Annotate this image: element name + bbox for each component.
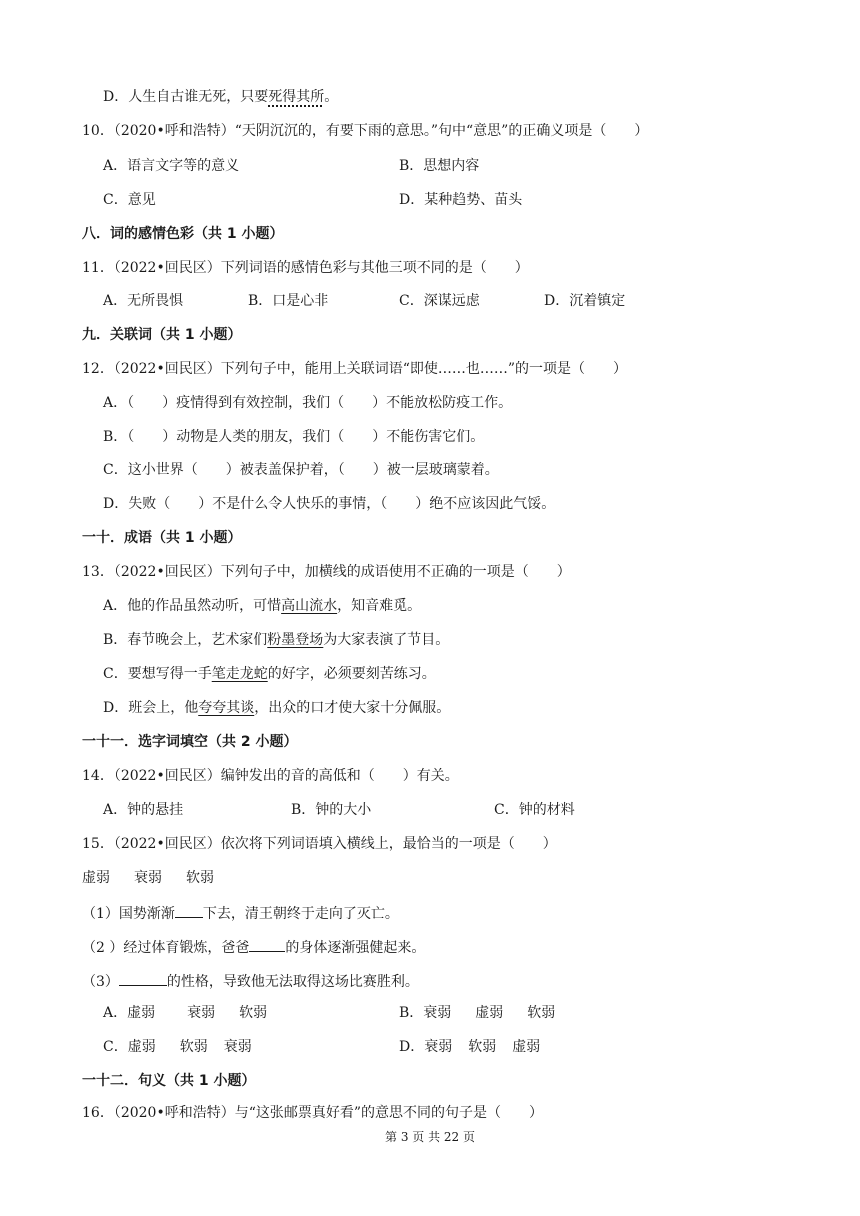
question-stem: 13．（2022•回民区）下列句子中，加横线的成语使用不正确的一项是（ ） (82, 564, 571, 580)
underlined-idiom: 夸夸其谈 (198, 700, 255, 716)
question-stem: 10．（2020•呼和浩特）“天阴沉沉的，有要下雨的意思。”句中“意思”的正确义项是（ ） (82, 123, 649, 139)
page-footer: 第 3 页 共 22 页 (385, 1130, 475, 1144)
question-stem: 15．（2022•回民区）依次将下列词语填入横线上，最恰当的一项是（ ） (82, 836, 557, 852)
option-d: D．衰弱 软弱 虚弱 (399, 1039, 541, 1055)
section-heading: 一十．成语（共 1 小题） (82, 530, 242, 546)
question-stem: 14．（2022•回民区）编钟发出的音的高低和（ ）有关。 (82, 768, 459, 784)
option-c: C．虚弱 软弱 衰弱 (103, 1039, 252, 1055)
underlined-idiom: 高山流水 (281, 598, 338, 614)
option-a: A．他的作品虽然动听，可惜高山流水，知音难觅。 (103, 598, 422, 614)
option-d: D．人生自古谁无死，只要死得其所。 (103, 89, 339, 105)
word-list: 虚弱 衰弱 软弱 (82, 870, 214, 886)
blank-line (119, 971, 167, 986)
option-c: C．要想写得一手笔走龙蛇的好字，必须要刻苦练习。 (103, 666, 436, 682)
blank-line (249, 937, 285, 952)
option-b: B．衰弱 虚弱 软弱 (399, 1005, 556, 1021)
section-heading: 一十一．选字词填空（共 2 小题） (82, 734, 298, 750)
option-c: C．意见 (103, 192, 156, 208)
dotted-phrase: 死得其所 (268, 89, 325, 105)
fill-sentence-2: （2 ）经过体育锻炼，爸爸 的身体逐渐强健起来。 (82, 937, 425, 957)
option-a: A．无所畏惧 (103, 293, 184, 309)
option-b: B．钟的大小 (291, 802, 372, 818)
option-a: A．虚弱 衰弱 软弱 (103, 1005, 268, 1021)
option-b: B．（ ）动物是人类的朋友，我们（ ）不能伤害它们。 (103, 429, 485, 445)
section-heading: 八．词的感情色彩（共 1 小题） (82, 226, 284, 242)
option-d: D．失败（ ）不是什么令人快乐的事情，（ ）绝不应该因此气馁。 (103, 496, 556, 512)
underlined-idiom: 粉墨登场 (267, 632, 324, 648)
question-stem: 16．（2020•呼和浩特）与“这张邮票真好看”的意思不同的句子是（ ） (82, 1105, 544, 1121)
section-heading: 一十二．句义（共 1 小题） (82, 1073, 256, 1089)
option-a: A．钟的悬挂 (103, 802, 184, 818)
option-a: A．语言文字等的意义 (103, 158, 240, 174)
question-stem: 12．（2022•回民区）下列句子中，能用上关联词语“即使……也……”的一项是（ ） (82, 361, 628, 377)
option-d: D．某种趋势、苗头 (399, 192, 523, 208)
question-stem: 11．（2022•回民区）下列词语的感情色彩与其他三项不同的是（ ） (82, 260, 529, 276)
option-c: C．钟的材料 (494, 802, 575, 818)
option-b: B．思想内容 (399, 158, 480, 174)
option-d: D．沉着镇定 (544, 293, 626, 309)
fill-sentence-1: （1）国势渐渐 下去，清王朝终于走向了灭亡。 (82, 903, 399, 923)
option-c: C．深谋远虑 (399, 293, 480, 309)
underlined-idiom: 笔走龙蛇 (211, 666, 268, 682)
option-b: B．春节晚会上，艺术家们粉墨登场为大家表演了节目。 (103, 632, 450, 648)
option-d: D．班会上，他夸夸其谈，出众的口才使大家十分佩服。 (103, 700, 451, 716)
section-heading: 九．关联词（共 1 小题） (82, 327, 242, 343)
option-c: C．这小世界（ ）被表盖保护着，（ ）被一层玻璃蒙着。 (103, 462, 499, 478)
option-a: A．（ ）疫情得到有效控制，我们（ ）不能放松防疫工作。 (103, 395, 513, 411)
fill-sentence-3: （3） 的性格，导致他无法取得这场比赛胜利。 (82, 971, 419, 991)
option-b: B．口是心非 (248, 293, 329, 309)
blank-line (175, 903, 203, 918)
